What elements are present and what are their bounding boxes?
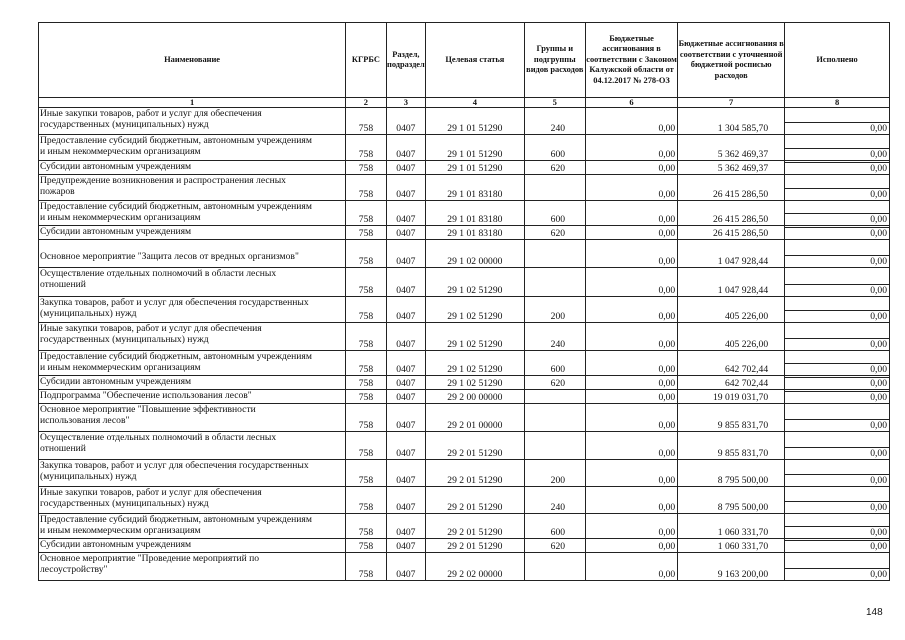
row-name-line: и иным некоммерческим организациям [40, 212, 201, 223]
row-target: 29 1 01 83180 [426, 175, 525, 201]
row-name-line: государственных (муниципальных) нужд [40, 334, 209, 345]
table-row [39, 460, 890, 487]
table-row [39, 376, 890, 390]
row-executed [785, 201, 890, 226]
row-executed [785, 351, 890, 376]
row-law: 0,00 [585, 539, 677, 553]
page-number: 148 [866, 607, 883, 618]
row-group [524, 404, 585, 432]
row-adjusted: 1 060 331,70 [678, 514, 785, 539]
row-law: 0,00 [585, 161, 677, 175]
row-name-line: использования лесов" [40, 415, 130, 426]
row-executed-value: 0,00 [785, 391, 889, 403]
row-group: 620 [524, 376, 585, 390]
row-kgrbs: 758 [346, 404, 386, 432]
header-budget-law: Бюджетные ассигнования в соответствии с Законом Калужской области от 04.12.2017 № 278-ОЗ [585, 23, 677, 98]
row-section: 0407 [386, 201, 425, 226]
row-name-line [40, 240, 345, 251]
row-target: 29 1 02 00000 [426, 240, 525, 268]
row-law: 0,00 [585, 460, 677, 487]
row-executed [785, 539, 890, 553]
row-section: 0407 [386, 404, 425, 432]
row-executed [785, 297, 890, 323]
row-kgrbs: 758 [346, 297, 386, 323]
row-section: 0407 [386, 226, 425, 240]
row-kgrbs: 758 [346, 161, 386, 175]
row-adjusted: 1 047 928,44 [678, 240, 785, 268]
row-adjusted: 9 163 200,00 [678, 553, 785, 581]
row-group: 240 [524, 108, 585, 135]
row-section: 0407 [386, 432, 425, 460]
column-number: 5 [524, 98, 585, 108]
row-target: 29 2 01 00000 [426, 404, 525, 432]
budget-table [38, 22, 890, 581]
row-target: 29 1 02 51290 [426, 268, 525, 297]
row-group: 600 [524, 514, 585, 539]
row-target: 29 1 02 51290 [426, 297, 525, 323]
row-name-cell [39, 135, 346, 161]
row-name-cell [39, 390, 346, 404]
header-groups: Группы и подгруппы видов расходов [524, 23, 585, 98]
row-name-line: и иным некоммерческим организациям [40, 362, 201, 373]
table-row [39, 351, 890, 376]
table-row [39, 404, 890, 432]
row-target: 29 2 00 00000 [426, 390, 525, 404]
row-target: 29 2 01 51290 [426, 539, 525, 553]
column-number: 6 [585, 98, 677, 108]
row-law: 0,00 [585, 240, 677, 268]
row-executed [785, 460, 890, 487]
row-adjusted: 8 795 500,00 [678, 487, 785, 514]
row-adjusted: 1 047 928,44 [678, 268, 785, 297]
row-target: 29 1 02 51290 [426, 323, 525, 351]
row-target: 29 1 01 51290 [426, 161, 525, 175]
row-executed-value: 0,00 [785, 501, 889, 513]
row-name-line: Осуществление отдельных полномочий в области лесных [40, 268, 277, 279]
row-executed-value: 0,00 [785, 419, 889, 431]
row-target: 29 1 02 51290 [426, 351, 525, 376]
row-adjusted: 5 362 469,37 [678, 161, 785, 175]
row-section: 0407 [386, 297, 425, 323]
row-executed [785, 268, 890, 297]
row-target: 29 2 01 51290 [426, 432, 525, 460]
row-executed-value: 0,00 [785, 540, 889, 552]
row-adjusted: 405 226,00 [678, 297, 785, 323]
table-row [39, 539, 890, 553]
row-group [524, 390, 585, 404]
row-executed [785, 404, 890, 432]
row-adjusted: 9 855 831,70 [678, 404, 785, 432]
row-name-line: Закупка товаров, работ и услуг для обеспечения государственных [40, 460, 309, 471]
row-name-cell [39, 351, 346, 376]
row-law: 0,00 [585, 135, 677, 161]
row-group: 620 [524, 539, 585, 553]
row-name-line: Осуществление отдельных полномочий в области лесных [40, 432, 277, 443]
row-name-cell [39, 460, 346, 487]
row-kgrbs: 758 [346, 323, 386, 351]
table-row [39, 268, 890, 297]
row-law: 0,00 [585, 323, 677, 351]
row-group: 600 [524, 351, 585, 376]
row-name-line: Основное мероприятие "Проведение мероприятий по [40, 553, 260, 564]
row-kgrbs: 758 [346, 487, 386, 514]
row-group [524, 240, 585, 268]
row-section: 0407 [386, 487, 425, 514]
header-executed: Исполнено [785, 23, 890, 98]
row-group: 240 [524, 487, 585, 514]
row-executed [785, 108, 890, 135]
row-section: 0407 [386, 539, 425, 553]
header-section: Раздел, подраздел [386, 23, 425, 98]
row-name-cell [39, 376, 346, 390]
row-group: 600 [524, 135, 585, 161]
row-law: 0,00 [585, 487, 677, 514]
column-number: 7 [678, 98, 785, 108]
row-executed [785, 175, 890, 201]
row-adjusted: 9 855 831,70 [678, 432, 785, 460]
row-target: 29 1 01 83180 [426, 226, 525, 240]
row-law: 0,00 [585, 268, 677, 297]
row-section: 0407 [386, 376, 425, 390]
row-adjusted: 8 795 500,00 [678, 460, 785, 487]
row-law: 0,00 [585, 432, 677, 460]
row-executed [785, 240, 890, 268]
row-law: 0,00 [585, 108, 677, 135]
row-target: 29 2 02 00000 [426, 553, 525, 581]
row-group: 620 [524, 226, 585, 240]
row-executed [785, 376, 890, 390]
row-name-cell [39, 323, 346, 351]
row-name-line: Основное мероприятие "Защита лесов от вредных организмов" [40, 251, 299, 262]
row-adjusted: 1 060 331,70 [678, 539, 785, 553]
column-number: 8 [785, 98, 890, 108]
row-name-line: и иным некоммерческим организациям [40, 146, 201, 157]
row-adjusted: 405 226,00 [678, 323, 785, 351]
row-executed [785, 226, 890, 240]
row-executed-value: 0,00 [785, 568, 889, 580]
row-name-cell [39, 161, 346, 175]
row-name-line: Основное мероприятие "Повышение эффективности [40, 404, 256, 415]
row-name-cell [39, 297, 346, 323]
row-executed [785, 161, 890, 175]
row-executed-value: 0,00 [785, 363, 889, 375]
row-name-cell [39, 553, 346, 581]
row-name-cell [39, 108, 346, 135]
row-kgrbs: 758 [346, 376, 386, 390]
row-name-cell [39, 175, 346, 201]
column-number: 3 [386, 98, 425, 108]
header-name: Наименование [39, 23, 346, 98]
row-section: 0407 [386, 108, 425, 135]
row-group: 620 [524, 161, 585, 175]
row-executed-value: 0,00 [785, 213, 889, 225]
row-adjusted: 1 304 585,70 [678, 108, 785, 135]
row-law: 0,00 [585, 376, 677, 390]
row-kgrbs: 758 [346, 553, 386, 581]
row-kgrbs: 758 [346, 539, 386, 553]
row-section: 0407 [386, 323, 425, 351]
row-name-cell [39, 487, 346, 514]
row-law: 0,00 [585, 175, 677, 201]
row-section: 0407 [386, 351, 425, 376]
row-law: 0,00 [585, 390, 677, 404]
row-name-cell [39, 226, 346, 240]
row-kgrbs: 758 [346, 268, 386, 297]
row-name-cell [39, 240, 346, 268]
row-executed-value: 0,00 [785, 338, 889, 350]
row-executed-value: 0,00 [785, 148, 889, 160]
row-executed-value: 0,00 [785, 377, 889, 389]
row-executed [785, 487, 890, 514]
row-law: 0,00 [585, 351, 677, 376]
row-name-line: Предоставление субсидий бюджетным, автономным учреждениям [40, 135, 312, 146]
row-section: 0407 [386, 514, 425, 539]
row-section: 0407 [386, 390, 425, 404]
row-adjusted: 5 362 469,37 [678, 135, 785, 161]
column-number: 1 [39, 98, 346, 108]
row-law: 0,00 [585, 553, 677, 581]
row-executed [785, 432, 890, 460]
header-budget-adjusted: Бюджетные ассигнования в соответствии с уточненной бюджетной росписью расходов [678, 23, 785, 98]
row-name-line: Иные закупки товаров, работ и услуг для обеспечения [40, 323, 262, 334]
row-target: 29 2 01 51290 [426, 487, 525, 514]
row-name-cell [39, 514, 346, 539]
row-name-cell [39, 404, 346, 432]
row-law: 0,00 [585, 297, 677, 323]
row-adjusted: 26 415 286,50 [678, 226, 785, 240]
column-number: 4 [426, 98, 525, 108]
row-kgrbs: 758 [346, 175, 386, 201]
row-name-line: Подпрограмма "Обеспечение использования лесов" [40, 390, 252, 401]
table-row [39, 323, 890, 351]
table-row [39, 201, 890, 226]
row-target: 29 1 01 51290 [426, 108, 525, 135]
table-row [39, 514, 890, 539]
row-kgrbs: 758 [346, 226, 386, 240]
header-kgrbs: КГРБС [346, 23, 386, 98]
row-executed-value: 0,00 [785, 447, 889, 459]
table-row [39, 135, 890, 161]
row-section: 0407 [386, 240, 425, 268]
row-name-line: Предоставление субсидий бюджетным, автономным учреждениям [40, 201, 312, 212]
row-target: 29 1 01 51290 [426, 135, 525, 161]
row-kgrbs: 758 [346, 460, 386, 487]
row-law: 0,00 [585, 226, 677, 240]
table-row [39, 240, 890, 268]
table-row [39, 108, 890, 135]
row-name-line: государственных (муниципальных) нужд [40, 498, 209, 509]
row-law: 0,00 [585, 514, 677, 539]
table-row [39, 226, 890, 240]
row-group: 600 [524, 201, 585, 226]
row-kgrbs: 758 [346, 108, 386, 135]
table-row [39, 553, 890, 581]
row-adjusted: 26 415 286,50 [678, 175, 785, 201]
row-name-cell [39, 432, 346, 460]
header-target: Целевая статья [426, 23, 525, 98]
table-row [39, 297, 890, 323]
row-executed [785, 323, 890, 351]
row-executed [785, 135, 890, 161]
row-kgrbs: 758 [346, 240, 386, 268]
row-name-line: Иные закупки товаров, работ и услуг для обеспечения [40, 487, 262, 498]
row-name-line: Субсидии автономным учреждениям [40, 539, 192, 550]
row-name-line: Предоставление субсидий бюджетным, автономным учреждениям [40, 514, 312, 525]
row-group [524, 268, 585, 297]
row-executed-value: 0,00 [785, 162, 889, 174]
table-row [39, 175, 890, 201]
table-row [39, 161, 890, 175]
row-name-line: Субсидии автономным учреждениям [40, 376, 192, 387]
row-name-line: Предупреждение возникновения и распространения лесных [40, 175, 286, 186]
row-name-line: Предоставление субсидий бюджетным, автономным учреждениям [40, 351, 312, 362]
row-adjusted: 642 702,44 [678, 351, 785, 376]
row-section: 0407 [386, 553, 425, 581]
row-section: 0407 [386, 268, 425, 297]
row-target: 29 1 02 51290 [426, 376, 525, 390]
row-target: 29 1 01 83180 [426, 201, 525, 226]
row-executed [785, 553, 890, 581]
row-name-line: Субсидии автономным учреждениям [40, 226, 192, 237]
row-kgrbs: 758 [346, 135, 386, 161]
row-name-line: лесоустройству" [40, 564, 108, 575]
row-adjusted: 642 702,44 [678, 376, 785, 390]
row-executed-value: 0,00 [785, 526, 889, 538]
row-executed-value: 0,00 [785, 310, 889, 322]
row-name-line: и иным некоммерческим организациям [40, 525, 201, 536]
row-name-line: государственных (муниципальных) нужд [40, 119, 209, 130]
row-name-line: отношений [40, 279, 86, 290]
column-number: 2 [346, 98, 386, 108]
row-group: 240 [524, 323, 585, 351]
row-target: 29 2 01 51290 [426, 514, 525, 539]
row-executed [785, 514, 890, 539]
row-adjusted: 26 415 286,50 [678, 201, 785, 226]
row-kgrbs: 758 [346, 514, 386, 539]
row-name-cell [39, 201, 346, 226]
row-executed-value: 0,00 [785, 284, 889, 296]
row-executed-value: 0,00 [785, 227, 889, 239]
row-kgrbs: 758 [346, 390, 386, 404]
row-kgrbs: 758 [346, 432, 386, 460]
row-name-line: отношений [40, 443, 86, 454]
row-name-cell [39, 268, 346, 297]
table-row [39, 487, 890, 514]
row-kgrbs: 758 [346, 351, 386, 376]
row-target: 29 2 01 51290 [426, 460, 525, 487]
row-name-line: (муниципальных) нужд [40, 471, 137, 482]
row-group: 200 [524, 297, 585, 323]
row-section: 0407 [386, 460, 425, 487]
table-row [39, 432, 890, 460]
row-name-line: пожаров [40, 186, 75, 197]
row-name-cell [39, 539, 346, 553]
row-name-line: Иные закупки товаров, работ и услуг для обеспечения [40, 108, 262, 119]
row-adjusted: 19 019 031,70 [678, 390, 785, 404]
table-row [39, 390, 890, 404]
row-section: 0407 [386, 175, 425, 201]
row-law: 0,00 [585, 201, 677, 226]
row-name-line: Закупка товаров, работ и услуг для обеспечения государственных [40, 297, 309, 308]
row-executed-value: 0,00 [785, 255, 889, 267]
row-executed-value: 0,00 [785, 122, 889, 134]
row-executed-value: 0,00 [785, 188, 889, 200]
row-name-line: (муниципальных) нужд [40, 308, 137, 319]
row-group: 200 [524, 460, 585, 487]
row-name-line: Субсидии автономным учреждениям [40, 161, 192, 172]
row-section: 0407 [386, 135, 425, 161]
row-group [524, 553, 585, 581]
row-section: 0407 [386, 161, 425, 175]
row-executed-value: 0,00 [785, 474, 889, 486]
row-kgrbs: 758 [346, 201, 386, 226]
row-group [524, 175, 585, 201]
row-executed [785, 390, 890, 404]
header-row [39, 23, 890, 98]
row-group [524, 432, 585, 460]
column-number-row [39, 98, 890, 108]
row-law: 0,00 [585, 404, 677, 432]
